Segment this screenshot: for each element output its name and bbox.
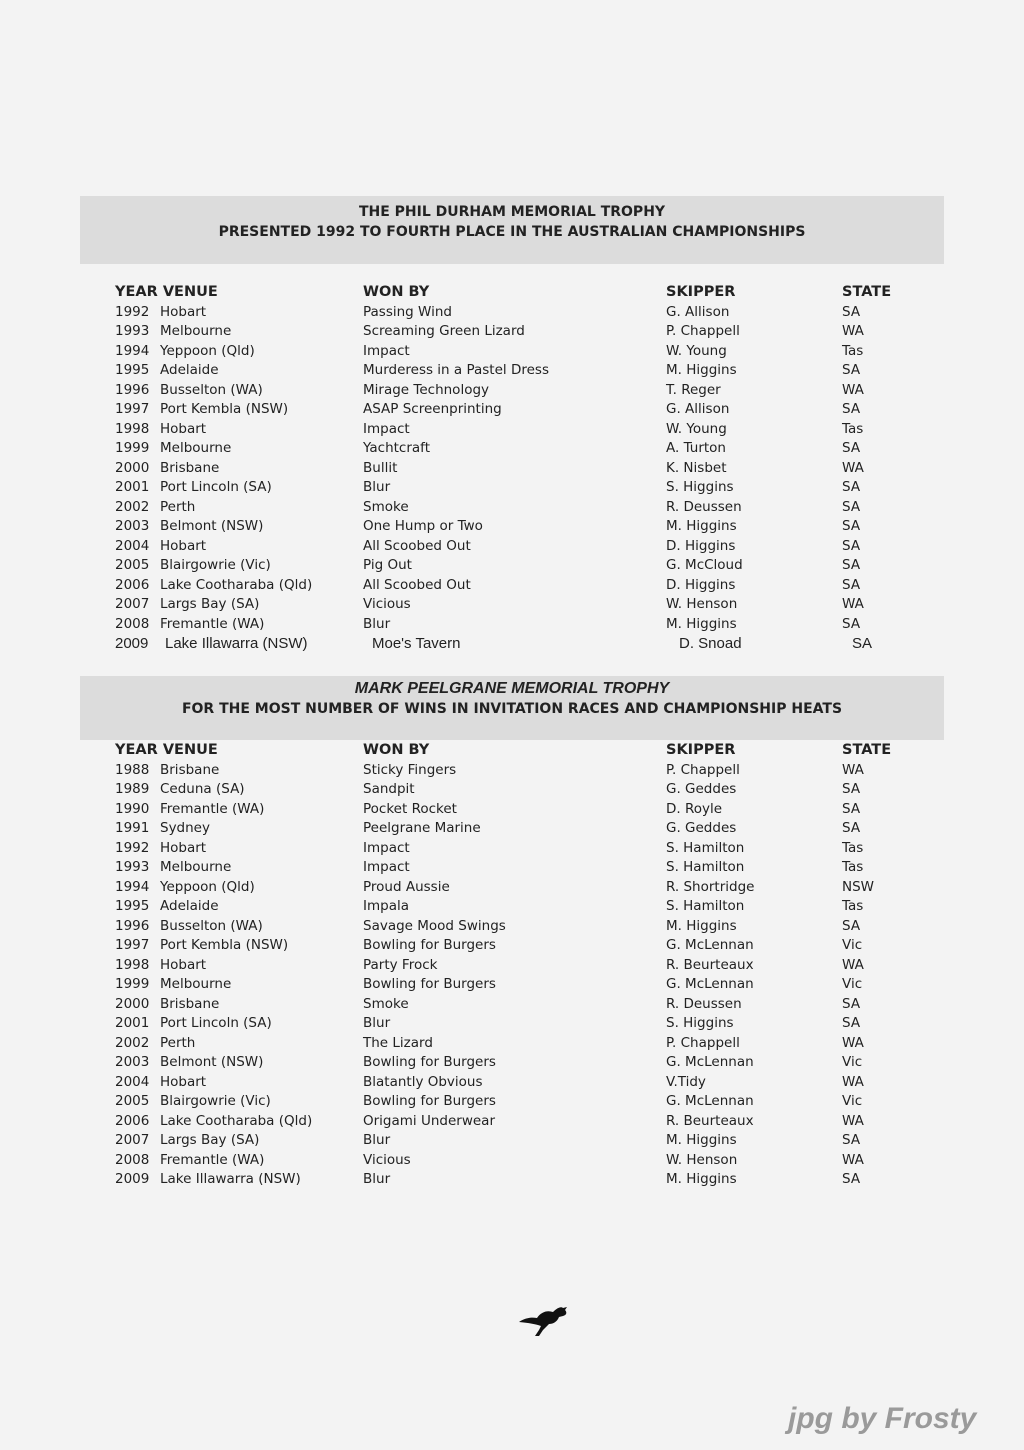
row-venue: Fremantle (WA) (160, 615, 265, 632)
row-year: 1996 (115, 381, 150, 398)
row-venue: Adelaide (160, 898, 219, 914)
row-skipper: W. Young (666, 342, 727, 359)
row-state: SA (852, 635, 873, 652)
header-state: STATE (842, 742, 892, 758)
row-year: 1994 (115, 878, 150, 895)
row-won-by: All Scoobed Out (363, 537, 471, 554)
row-skipper: D. Higgins (666, 537, 736, 554)
results-table-mark-peelgrane (0, 742, 1024, 1191)
section-subtitle: FOR THE MOST NUMBER OF WINS IN INVITATION RACES AND CHAMPIONSHIP HEATS (181, 701, 843, 717)
row-year: 1989 (115, 781, 150, 797)
row-skipper: G. McLennan (666, 1054, 754, 1070)
row-state: WA (842, 1034, 864, 1051)
row-won-by: Impact (363, 420, 410, 437)
row-state: WA (842, 761, 864, 778)
row-won-by: ASAP Screenprinting (363, 401, 502, 417)
row-won-by: Impact (363, 839, 410, 856)
row-won-by: Bowling for Burgers (363, 937, 496, 953)
row-skipper: S. Hamilton (666, 898, 745, 914)
row-skipper: W. Henson (666, 1151, 738, 1168)
row-venue: Yeppoon (Qld) (160, 342, 255, 359)
row-won-by: Origami Underwear (363, 1112, 495, 1129)
row-state: WA (842, 596, 864, 612)
row-won-by: Vicious (363, 1151, 411, 1168)
row-state: SA (842, 362, 861, 378)
row-state: Tas (842, 839, 864, 856)
row-year: 2005 (115, 1093, 150, 1109)
row-state: SA (842, 557, 861, 573)
row-venue: Hobart (160, 420, 207, 437)
row-venue: Lake Cootharaba (Qld) (160, 576, 313, 593)
row-skipper: G. McLennan (666, 1093, 754, 1109)
row-year: 2008 (115, 615, 150, 632)
header-year-venue: YEAR VENUE (115, 742, 218, 758)
row-venue: Ceduna (SA) (160, 781, 245, 797)
row-year: 1997 (115, 401, 150, 417)
row-year: 2001 (115, 1015, 150, 1031)
table-header (0, 742, 1024, 762)
row-won-by: The Lizard (363, 1034, 433, 1051)
row-venue: Fremantle (WA) (160, 800, 265, 817)
row-year: 2007 (115, 1132, 150, 1148)
row-won-by: Smoke (363, 995, 409, 1012)
row-state: SA (842, 440, 861, 456)
row-year: 1998 (115, 956, 150, 973)
table-row (0, 362, 1024, 382)
row-year: 2005 (115, 557, 150, 573)
row-venue: Belmont (NSW) (160, 1054, 264, 1070)
row-year: 2006 (115, 1112, 150, 1129)
row-skipper: D. Snoad (679, 635, 742, 652)
row-state: WA (842, 459, 864, 476)
row-skipper: V.Tidy (666, 1073, 706, 1090)
row-venue: Busselton (WA) (160, 381, 263, 398)
row-venue: Melbourne (160, 859, 232, 875)
table-row (0, 382, 1024, 402)
row-state: Vic (842, 1093, 863, 1109)
table-header (0, 284, 1024, 304)
row-year: 2007 (115, 596, 150, 612)
table-row (0, 616, 1024, 636)
row-venue: Port Kembla (NSW) (160, 401, 289, 417)
row-state: SA (842, 518, 861, 534)
row-year: 2009 (115, 1171, 150, 1187)
row-venue: Brisbane (160, 459, 220, 476)
row-venue: Melbourne (160, 440, 232, 456)
row-won-by: Blatantly Obvious (363, 1073, 483, 1090)
table-row (0, 859, 1024, 879)
row-venue: Melbourne (160, 976, 232, 992)
row-venue: Yeppoon (Qld) (160, 878, 255, 895)
table-row (0, 1035, 1024, 1055)
table-row (0, 957, 1024, 977)
row-won-by: Party Frock (363, 956, 438, 973)
row-skipper: W. Young (666, 420, 727, 437)
row-venue: Busselton (WA) (160, 917, 263, 934)
row-venue: Brisbane (160, 995, 220, 1012)
row-year: 2001 (115, 479, 150, 495)
row-year: 1998 (115, 420, 150, 437)
row-skipper: M. Higgins (666, 917, 737, 934)
row-skipper: R. Beurteaux (666, 956, 754, 973)
row-venue: Brisbane (160, 761, 220, 778)
row-state: SA (842, 1132, 861, 1148)
row-skipper: R. Deussen (666, 498, 742, 515)
row-won-by: Blur (363, 1171, 391, 1187)
row-state: Tas (842, 342, 864, 359)
table-row (0, 421, 1024, 441)
row-venue: Melbourne (160, 323, 232, 339)
row-skipper: S. Hamilton (666, 839, 745, 856)
row-won-by: One Hump or Two (363, 518, 483, 534)
row-won-by: Smoke (363, 498, 409, 515)
row-venue: Perth (160, 1034, 196, 1051)
row-venue: Perth (160, 498, 196, 515)
table-row (0, 518, 1024, 538)
row-year: 1992 (115, 839, 150, 856)
table-row (0, 1015, 1024, 1035)
row-venue: Belmont (NSW) (160, 518, 264, 534)
row-venue: Hobart (160, 1073, 207, 1090)
row-venue: Lake Illawarra (NSW) (160, 1171, 301, 1187)
row-skipper: R. Deussen (666, 995, 742, 1012)
row-won-by: Moe's Tavern (372, 635, 461, 652)
row-skipper: P. Chappell (666, 761, 740, 778)
row-year: 2004 (115, 537, 150, 554)
row-won-by: Murderess in a Pastel Dress (363, 362, 549, 378)
header-year-venue: YEAR VENUE (115, 284, 218, 300)
table-row (0, 1054, 1024, 1074)
table-row (0, 499, 1024, 519)
row-won-by: Blur (363, 1132, 391, 1148)
row-won-by: Peelgrane Marine (363, 820, 481, 836)
section-title: MARK PEELGRANE MEMORIAL TROPHY (354, 680, 670, 697)
row-won-by: Bowling for Burgers (363, 1054, 496, 1070)
row-won-by: Pig Out (363, 557, 412, 573)
row-state: NSW (842, 878, 875, 895)
row-venue: Hobart (160, 956, 207, 973)
row-venue: Sydney (160, 820, 210, 836)
row-state: SA (842, 917, 861, 934)
row-skipper: A. Turton (666, 440, 726, 456)
row-won-by: Bullit (363, 459, 398, 476)
row-state: Vic (842, 1054, 863, 1070)
row-year: 1999 (115, 976, 150, 992)
row-state: Tas (842, 898, 864, 914)
row-won-by: Blur (363, 1015, 391, 1031)
row-venue: Largs Bay (SA) (160, 1132, 260, 1148)
row-venue: Hobart (160, 303, 207, 320)
trophy-banner-phil-durham (80, 196, 944, 264)
row-state: SA (842, 800, 861, 817)
row-year: 1993 (115, 323, 150, 339)
header-skipper: SKIPPER (666, 742, 736, 758)
table-row (0, 781, 1024, 801)
header-skipper: SKIPPER (666, 284, 736, 300)
row-skipper: G. Allison (666, 303, 730, 320)
row-year: 2006 (115, 576, 150, 593)
row-venue: Hobart (160, 537, 207, 554)
results-table-phil-durham (0, 284, 1024, 655)
row-skipper: G. Allison (666, 401, 730, 417)
row-won-by: Bowling for Burgers (363, 976, 496, 992)
row-state: WA (842, 1073, 864, 1090)
table-row (0, 557, 1024, 577)
table-row (0, 762, 1024, 782)
row-won-by: Passing Wind (363, 303, 452, 320)
row-year: 2003 (115, 518, 150, 534)
section-subtitle: PRESENTED 1992 TO FOURTH PLACE IN THE AUSTRALIAN CHAMPIONSHIPS (218, 224, 806, 240)
table-row (0, 820, 1024, 840)
row-state: Tas (842, 420, 864, 437)
row-venue: Lake Illawarra (NSW) (165, 635, 308, 652)
row-skipper: G. Geddes (666, 820, 737, 836)
row-year: 2003 (115, 1054, 150, 1070)
row-won-by: Impact (363, 859, 410, 875)
row-year: 1996 (115, 917, 150, 934)
row-state: SA (842, 1015, 861, 1031)
table-row (0, 996, 1024, 1016)
row-skipper: S. Higgins (666, 1015, 734, 1031)
watermark: jpg by Frosty (788, 1402, 977, 1435)
row-skipper: S. Higgins (666, 479, 734, 495)
header-won-by: WON BY (363, 284, 430, 300)
row-skipper: D. Higgins (666, 576, 736, 593)
row-won-by: Proud Aussie (363, 878, 450, 895)
row-state: SA (842, 537, 861, 554)
table-row (0, 440, 1024, 460)
row-venue: Hobart (160, 839, 207, 856)
row-year: 1999 (115, 440, 150, 456)
row-won-by: Bowling for Burgers (363, 1093, 496, 1109)
row-skipper: M. Higgins (666, 1171, 737, 1187)
row-year: 1995 (115, 898, 150, 914)
table-row (0, 898, 1024, 918)
row-year: 1988 (115, 761, 150, 778)
table-row (0, 577, 1024, 597)
row-won-by: Blur (363, 615, 391, 632)
row-skipper: D. Royle (666, 800, 723, 817)
row-year: 1992 (115, 303, 150, 320)
row-skipper: G. McLennan (666, 937, 754, 953)
row-state: SA (842, 479, 861, 495)
row-state: SA (842, 401, 861, 417)
row-year: 2000 (115, 459, 150, 476)
row-year: 2002 (115, 1034, 150, 1051)
row-won-by: Screaming Green Lizard (363, 323, 525, 339)
row-state: WA (842, 1112, 864, 1129)
table-row (0, 976, 1024, 996)
row-skipper: R. Shortridge (666, 878, 755, 895)
row-year: 1993 (115, 859, 150, 875)
row-state: SA (842, 303, 861, 320)
row-won-by: Savage Mood Swings (363, 917, 506, 934)
row-won-by: Impact (363, 342, 410, 359)
row-won-by: Vicious (363, 596, 411, 612)
row-state: Tas (842, 859, 864, 875)
row-skipper: G. McCloud (666, 557, 743, 573)
row-venue: Port Kembla (NSW) (160, 937, 289, 953)
row-won-by: Impala (363, 898, 409, 914)
row-skipper: G. Geddes (666, 781, 737, 797)
row-year: 1990 (115, 800, 150, 817)
row-state: SA (842, 995, 861, 1012)
row-venue: Blairgowrie (Vic) (160, 1093, 271, 1109)
row-state: WA (842, 956, 864, 973)
table-row (0, 1093, 1024, 1113)
row-venue: Largs Bay (SA) (160, 596, 260, 612)
row-won-by: Yachtcraft (363, 440, 430, 456)
table-row (0, 879, 1024, 899)
table-row (0, 1132, 1024, 1152)
row-state: WA (842, 1151, 864, 1168)
row-venue: Fremantle (WA) (160, 1151, 265, 1168)
row-state: SA (842, 781, 861, 797)
table-row (0, 918, 1024, 938)
row-skipper: R. Beurteaux (666, 1112, 754, 1129)
row-venue: Adelaide (160, 362, 219, 378)
row-venue: Blairgowrie (Vic) (160, 557, 271, 573)
row-skipper: M. Higgins (666, 518, 737, 534)
row-skipper: M. Higgins (666, 1132, 737, 1148)
row-state: SA (842, 820, 861, 836)
row-year: 2004 (115, 1073, 150, 1090)
table-row (0, 304, 1024, 324)
row-skipper: M. Higgins (666, 362, 737, 378)
row-skipper: T. Reger (666, 381, 721, 398)
row-year: 1995 (115, 362, 150, 378)
table-row (0, 1152, 1024, 1172)
table-row (0, 1074, 1024, 1094)
row-state: WA (842, 323, 864, 339)
row-won-by: Pocket Rocket (363, 800, 457, 817)
table-row (0, 323, 1024, 343)
row-won-by: Mirage Technology (363, 381, 490, 398)
table-row (0, 596, 1024, 616)
section-title: THE PHIL DURHAM MEMORIAL TROPHY (358, 204, 666, 220)
table-row (0, 538, 1024, 558)
row-year: 2002 (115, 498, 150, 515)
row-skipper: K. Nisbet (666, 459, 727, 476)
row-won-by: Blur (363, 479, 391, 495)
row-skipper: W. Henson (666, 596, 738, 612)
kangaroo-icon (515, 1300, 575, 1340)
table-row (0, 460, 1024, 480)
table-row (0, 635, 1024, 655)
table-row (0, 937, 1024, 957)
row-skipper: S. Hamilton (666, 859, 745, 875)
row-state: WA (842, 381, 864, 398)
row-state: Vic (842, 937, 863, 953)
table-row (0, 479, 1024, 499)
row-state: SA (842, 1171, 861, 1187)
row-won-by: Sandpit (363, 781, 415, 797)
table-row (0, 343, 1024, 363)
table-row (0, 801, 1024, 821)
row-year: 2008 (115, 1151, 150, 1168)
row-state: SA (842, 498, 861, 515)
header-won-by: WON BY (363, 742, 430, 758)
row-state: SA (842, 576, 861, 593)
row-venue: Port Lincoln (SA) (160, 479, 272, 495)
row-year: 1991 (115, 820, 150, 836)
table-row (0, 1171, 1024, 1191)
row-state: Vic (842, 976, 863, 992)
row-year: 2000 (115, 995, 150, 1012)
trophy-banner-mark-peelgrane (80, 676, 944, 740)
row-skipper: P. Chappell (666, 1034, 740, 1051)
table-row (0, 840, 1024, 860)
row-venue: Port Lincoln (SA) (160, 1015, 272, 1031)
table-row (0, 1113, 1024, 1133)
row-skipper: M. Higgins (666, 615, 737, 632)
row-skipper: G. McLennan (666, 976, 754, 992)
header-state: STATE (842, 284, 892, 300)
table-row (0, 401, 1024, 421)
row-skipper: P. Chappell (666, 323, 740, 339)
row-won-by: Sticky Fingers (363, 761, 457, 778)
row-state: SA (842, 615, 861, 632)
row-year: 1997 (115, 937, 150, 953)
row-year: 2009 (115, 635, 149, 652)
row-year: 1994 (115, 342, 150, 359)
row-venue: Lake Cootharaba (Qld) (160, 1112, 313, 1129)
row-won-by: All Scoobed Out (363, 576, 471, 593)
